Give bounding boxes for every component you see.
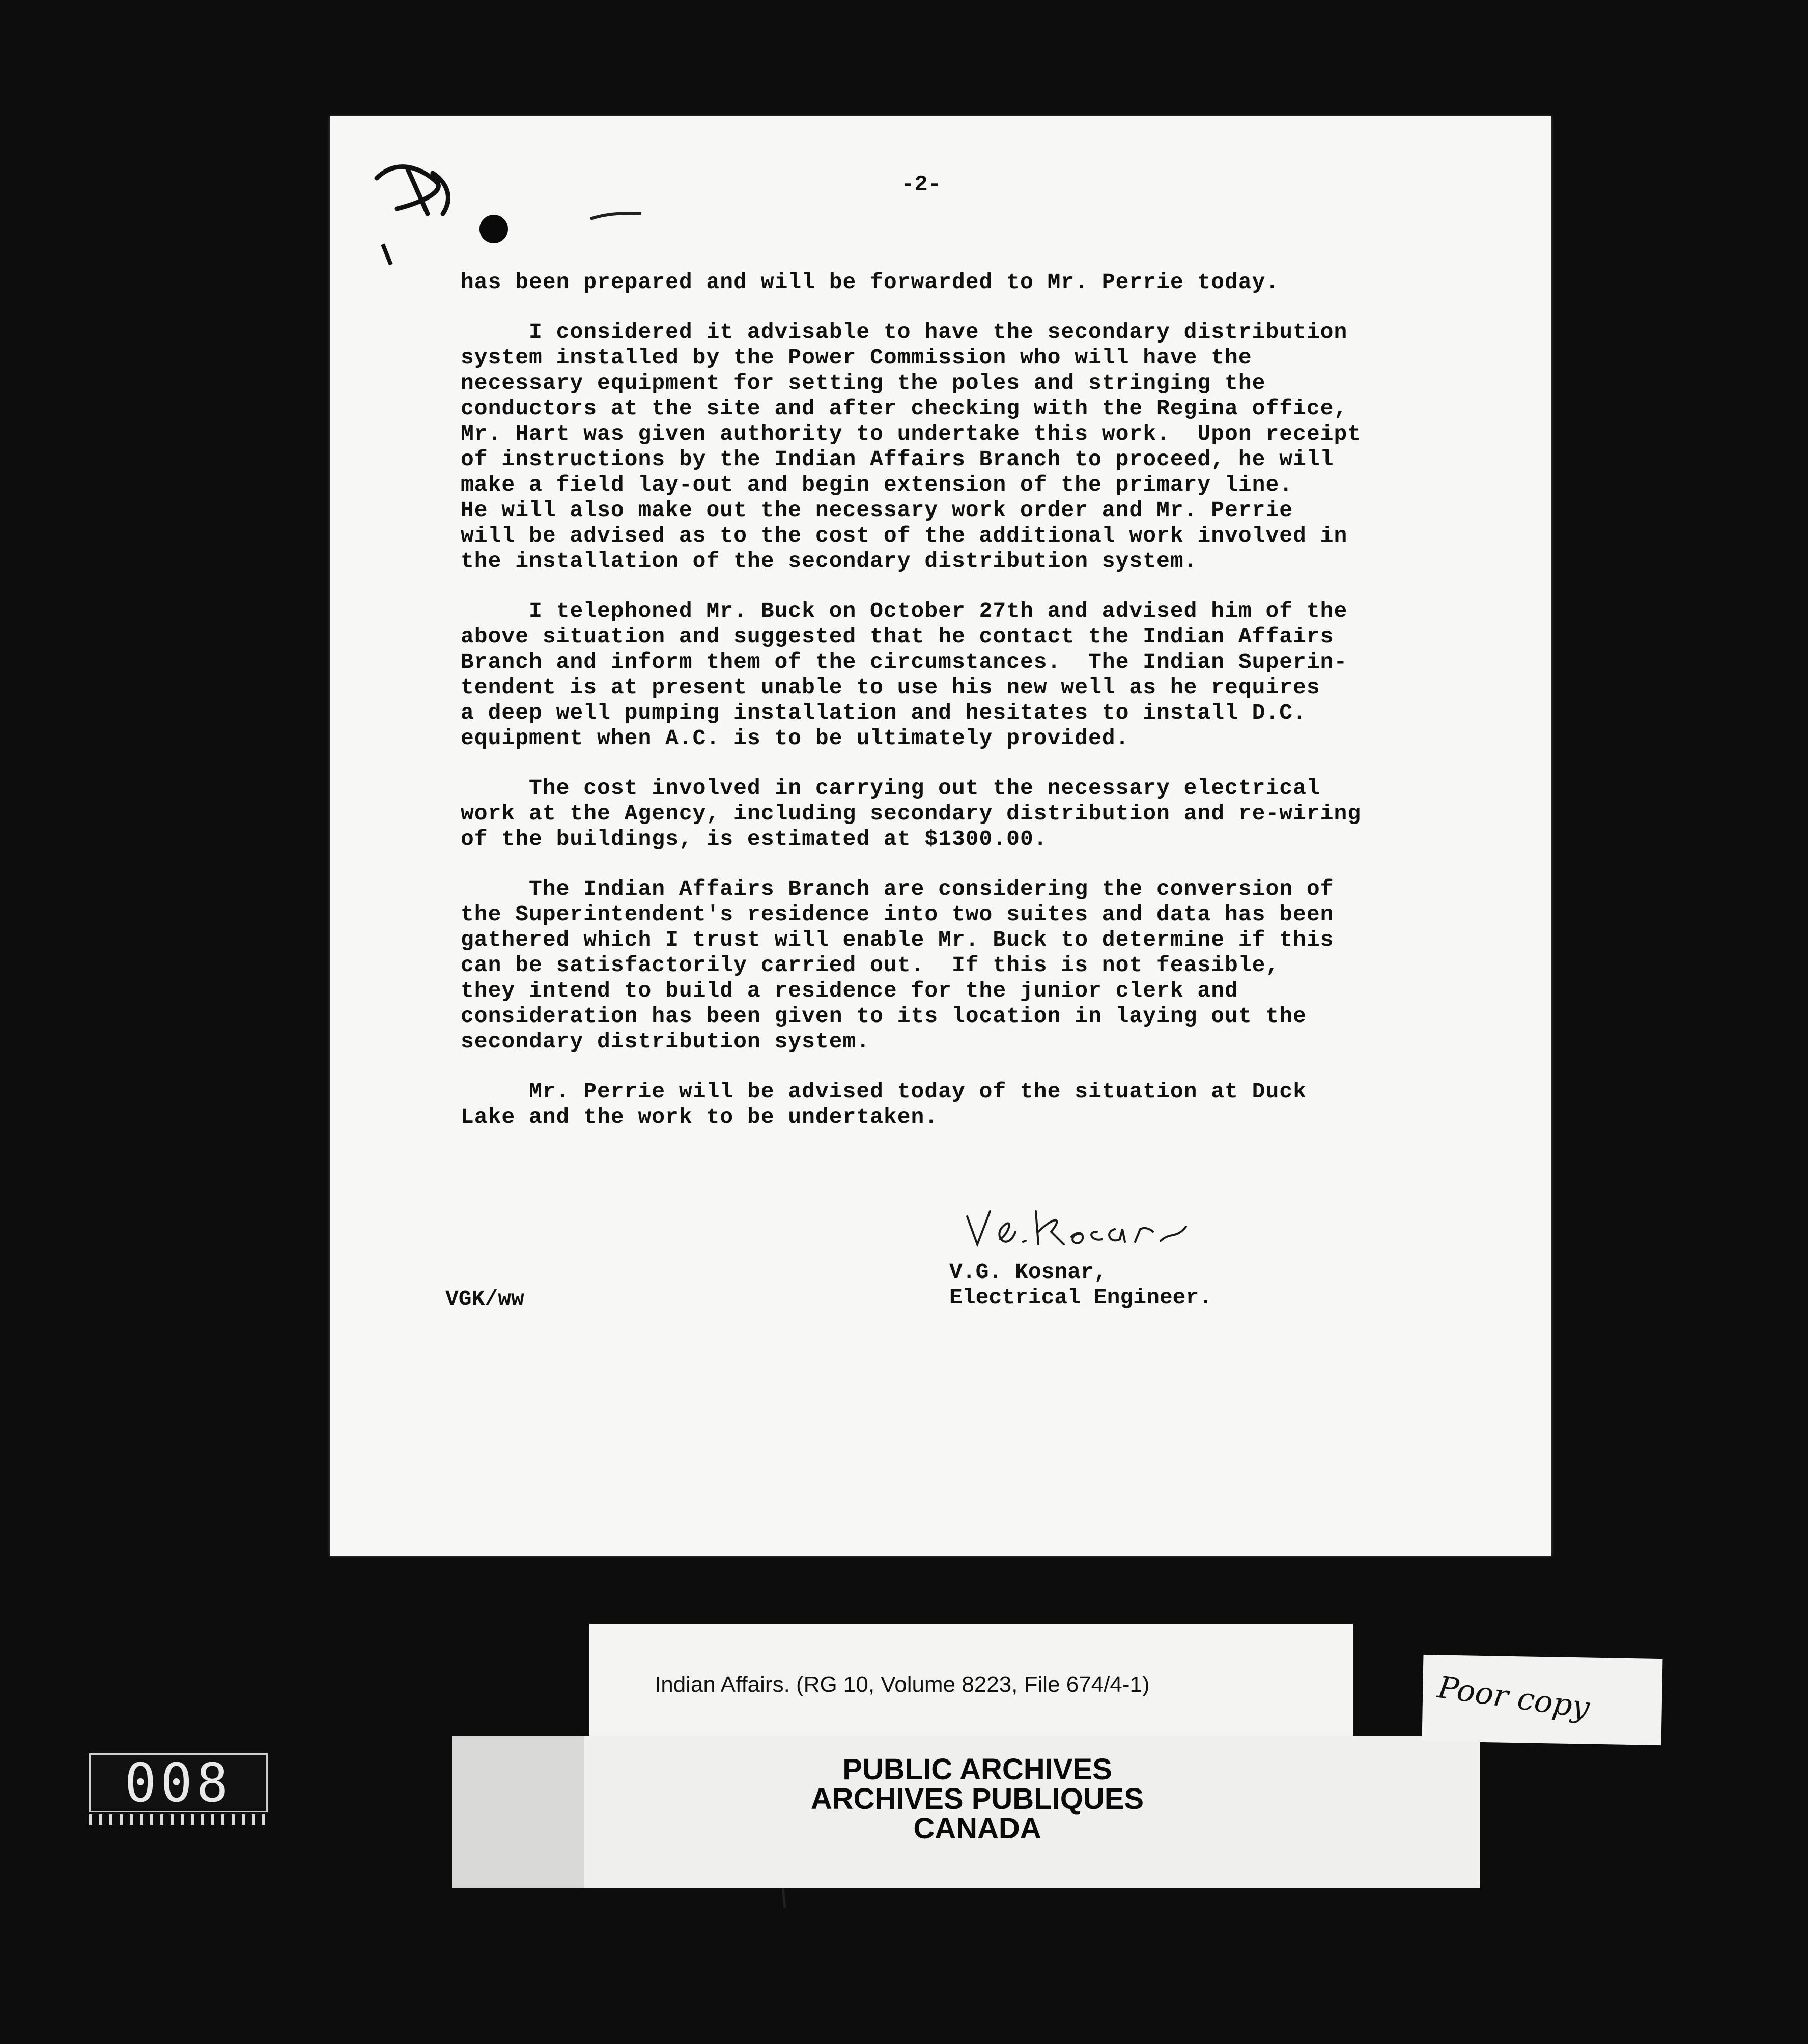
archive-title-line-2: ARCHIVES PUBLIQUES <box>810 1782 1144 1815</box>
paragraph-2: I considered it advisable to have the secondary distribution system installed by the Power Commission who will have the necessary equipment for setting the poles and stringing the conductors at the site and after checking with the Regina office, Mr. Hart was given authority to undertake this work. Upon receipt of instructions by the Indian Affairs Branch to proceed, he will make a field lay-out and begin extension of the primary line. He will also make out the necessary work order and Mr. Perrie will be advised as to the cost of the additional work involved in the installation of the secondary distribution system. <box>461 320 1362 574</box>
pencil-tick <box>779 1888 789 1909</box>
archive-title <box>764 1755 1191 1843</box>
archive-band-edge <box>452 1736 584 1888</box>
signer-title: Electrical Engineer. <box>949 1285 1212 1310</box>
paragraph-1: has been prepared and will be forwarded to Mr. Perrie today. <box>461 270 1280 295</box>
archive-title-line-1: PUBLIC ARCHIVES <box>842 1753 1112 1786</box>
frame-counter-ticks <box>89 1814 265 1825</box>
typist-initials: VGK/ww <box>445 1287 524 1312</box>
signer-name: V.G. Kosnar, <box>949 1260 1107 1285</box>
handwritten-note: Poor copy <box>1435 1669 1592 1726</box>
paragraph-3: I telephoned Mr. Buck on October 27th and advised him of the above situation and suggested that he contact the Indian Affairs Branch and inform them of the circumstances. The Indian Superin- tendent is at present unable to use his new well as he requires a deep well pumping installation and hesitates to install D.C. equipment when A.C. is to be ultimately provided. <box>461 599 1348 751</box>
paragraph-4: The cost involved in carrying out the necessary electrical work at the Agency, including secondary distribution and re-wiring of the buildings, is estimated at $1300.00. <box>461 776 1362 851</box>
archive-title-line-3: CANADA <box>913 1812 1041 1845</box>
signature <box>962 1196 1196 1257</box>
paragraph-6: Mr. Perrie will be advised today of the situation at Duck Lake and the work to be undertaken. <box>461 1079 1307 1129</box>
paragraph-5: The Indian Affairs Branch are considering the conversion of the Superintendent's residence into two suites and data has been gathered which I trust will enable Mr. Buck to determine if this can be satisfactorily carried out. If this is not feasible, they intend to build a residence for the junior clerk and consideration has been given to its location in laying out the secondary distribution system. <box>461 876 1334 1054</box>
handwritten-mark <box>366 137 672 270</box>
frame-counter: 008 <box>89 1753 268 1812</box>
letter-body <box>461 270 1468 1154</box>
archive-reference: Indian Affairs. (RG 10, Volume 8223, File 674/4-1) <box>655 1672 1150 1697</box>
page-number: -2- <box>901 172 942 197</box>
